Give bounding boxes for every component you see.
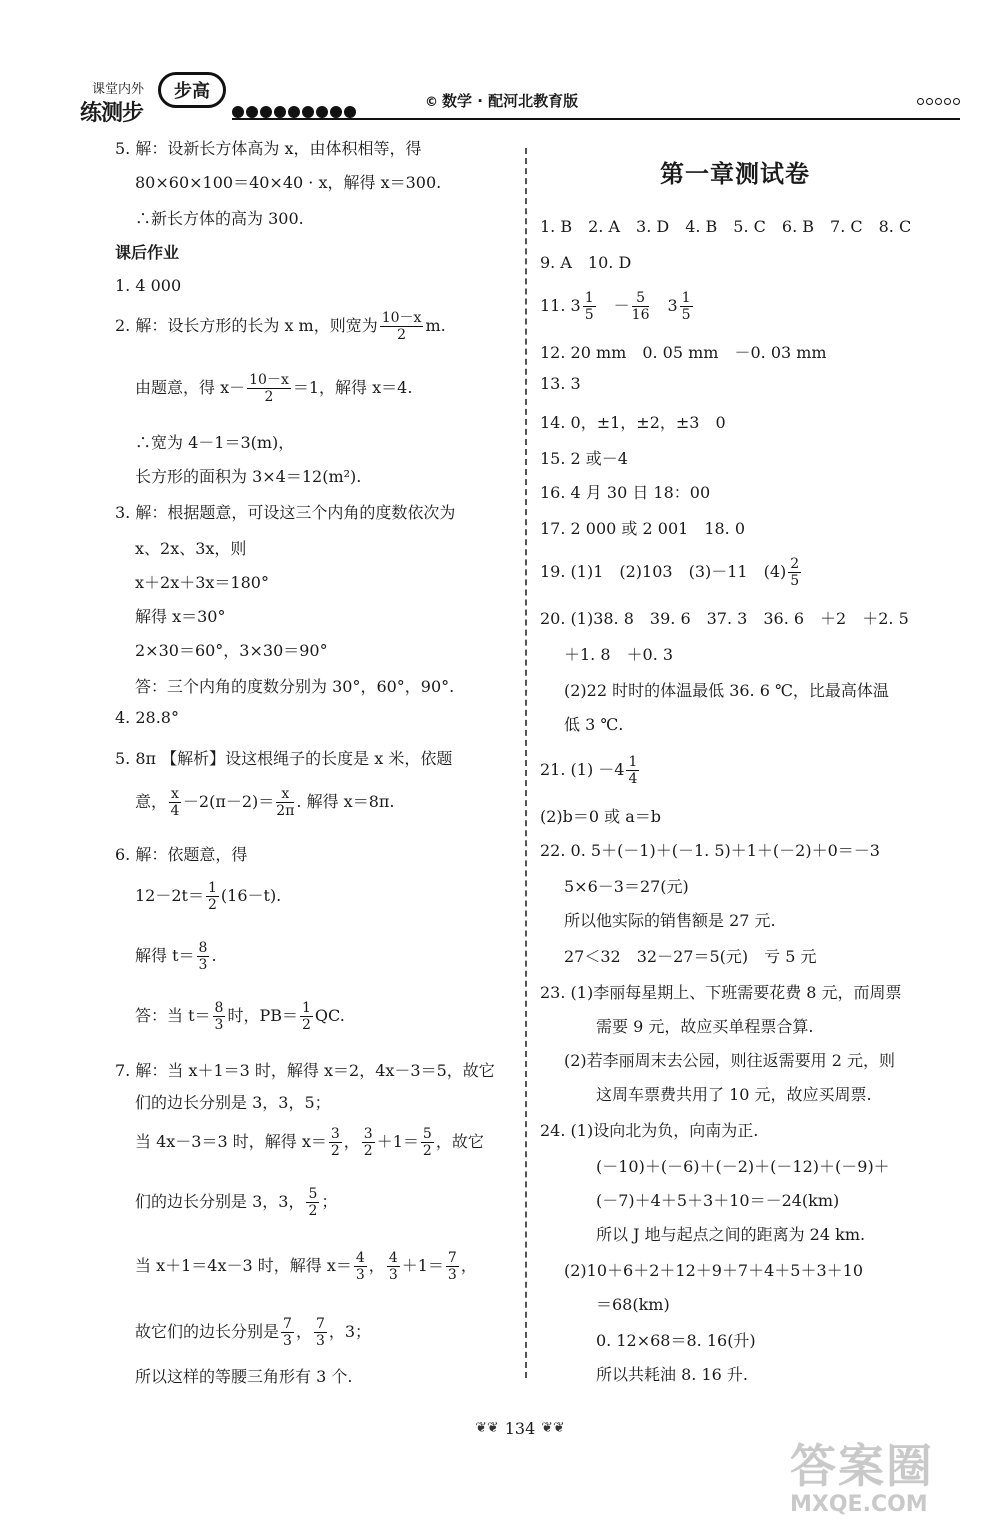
fraction: $\frac{1}{5}$ [681, 290, 691, 323]
fraction: $\frac{7}{3}$ [283, 1316, 292, 1349]
copyright-like-icon: © [425, 95, 438, 110]
fraction: $\frac{1}{4}$ [628, 754, 638, 787]
fraction: $\frac{3}{2}$ [330, 1126, 340, 1159]
answer-line: 15. 2 或－4 [540, 449, 628, 468]
answer-line: ＝68(km) [596, 1295, 670, 1314]
fraction: $\frac{5}{2}$ [308, 1186, 318, 1219]
answer-line: 所以共耗油 8. 16 升. [596, 1365, 748, 1384]
answer-line: 20. (1)38. 8 39. 6 37. 3 36. 6 ＋2 ＋2. 5 [540, 609, 909, 628]
answer-line: 5×6－3＝27(元) [564, 877, 689, 896]
answer-line: (2)若李丽周末去公园，则往返需要用 2 元，则 [564, 1051, 896, 1070]
answer-line: 答：三个内角的度数分别为 30°，60°，90°. [135, 677, 455, 696]
fraction: $\frac{7}{3}$ [447, 1250, 457, 1283]
answer-line: x、2x、3x，则 [135, 539, 247, 558]
answer-line: 意， $\frac{x}{4}$ －2(π－2)＝ $\frac{x}{2\pi}$ . 解得 x＝8π. [135, 786, 395, 819]
answer-line: 12. 20 mm 0. 05 mm －0. 03 mm [540, 343, 827, 362]
fraction: $\frac{10-x}{2}$ [249, 372, 289, 405]
answer-line: 12－2t＝ $\frac{1}{2}$ (16－t). [135, 880, 282, 913]
answer-line: 13. 3 [540, 374, 581, 393]
answer-line: 们的边长分别是 3，3， $\frac{5}{2}$ ； [135, 1186, 338, 1219]
brand-badge: 步高 [158, 72, 226, 108]
answer-line: 所以 J 地与起点之间的距离为 24 km. [596, 1225, 866, 1244]
column-divider [525, 148, 527, 1378]
page-footer [440, 1412, 600, 1444]
answer-line: ∴新长方体的高为 300. [135, 209, 304, 228]
fraction: $\frac{4}{3}$ [388, 1250, 398, 1283]
answer-line: 所以他实际的销售额是 27 元. [564, 911, 776, 930]
answer-line: 27＜32 32－27＝5(元) 亏 5 元 [564, 947, 817, 966]
answer-line: (－10)＋(－6)＋(－2)＋(－12)＋(－9)＋ [596, 1157, 890, 1176]
header-title [425, 90, 578, 111]
answer-line: 23. (1)李丽每星期上、下班需要花费 8 元，而周票 [540, 983, 902, 1002]
answer-line: 这周车票费共用了 10 元，故应买周票. [596, 1085, 872, 1104]
watermark-logo [790, 1430, 990, 1515]
answer-line: (2)22 时时的体温最低 36. 6 ℃，比最高体温 [564, 681, 889, 700]
answer-line: 2×30＝60°，3×30＝90° [135, 641, 328, 660]
answer-line: 2. 解：设长方形的长为 x m，则宽为 $\frac{10-x}{2}$ m. [115, 310, 446, 343]
chapter-title: 第一章测试卷 [660, 160, 810, 188]
answer-line: 17. 2 000 或 2 001 18. 0 [540, 519, 746, 538]
fraction: $\frac{5}{2}$ [422, 1126, 432, 1159]
fraction: $\frac{5}{16}$ [631, 290, 650, 323]
section-heading: 课后作业 [115, 243, 180, 262]
answer-line: 需要 9 元，故应买单程票合算. [596, 1017, 814, 1036]
fraction: $\frac{1}{2}$ [301, 1000, 311, 1033]
brand-logo-text: 练测步 [80, 101, 144, 126]
answer-line: x＋2x＋3x＝180° [135, 573, 269, 592]
answer-line: 解得 x＝30° [135, 607, 226, 626]
answer-line: 16. 4 月 30 日 18：00 [540, 483, 711, 502]
brand-small-text: 课堂内外 [92, 82, 145, 97]
answer-line: 由题意，得 x－ $\frac{10-x}{2}$ ＝1，解得 x＝4. [135, 372, 413, 405]
answer-line: 答：当 t＝ $\frac{8}{3}$ 时，PB＝ $\frac{1}{2}$ QC. [135, 1000, 345, 1033]
answer-line: 5. 解：设新长方体高为 x，由体积相等，得 [115, 139, 422, 158]
answer-line: (2)b＝0 或 a＝b [540, 807, 662, 826]
answer-line: 1. 4 000 [115, 276, 182, 295]
answer-line: 7. 解：当 x＋1＝3 时，解得 x＝2，4x－3＝5，故它 [115, 1061, 495, 1080]
answer-line: ∴宽为 4－1＝3(m)， [135, 433, 295, 452]
fraction: $\frac{10-x}{2}$ [381, 310, 422, 343]
answer-line: 解得 t＝ $\frac{8}{3}$ . [135, 940, 217, 973]
answer-line: 当 x＋1＝4x－3 时，解得 x＝ $\frac{4}{3}$ ， $\frac{4}{3}$ ＋1＝ $\frac{7}{3}$ ， [135, 1250, 477, 1283]
answer-line: 所以这样的等腰三角形有 3 个. [135, 1367, 353, 1386]
answer-line: 长方形的面积为 3×4＝12(m²). [135, 467, 362, 486]
answer-line: 4. 28.8° [115, 708, 179, 727]
watermark-text: 答案圈 [790, 1439, 934, 1493]
answer-line: 故它们的边长分别是 $\frac{7}{3}$ ， $\frac{7}{3}$ ，3； [135, 1316, 372, 1349]
fraction: $\frac{4}{3}$ [355, 1250, 365, 1283]
answer-line: 5. 8π 【解析】设这根绳子的长度是 x 米，依题 [115, 749, 453, 768]
right-ornament-icon: ❦❦ [541, 1420, 565, 1436]
answer-line: 14. 0，±1，±2，±3 0 [540, 413, 726, 432]
page-number: 134 [504, 1418, 536, 1438]
answer-line: 当 4x－3＝3 时，解得 x＝ $\frac{3}{2}$ ， $\frac{3}{2}$ ＋1＝ $\frac{5}{2}$ ，故它 [135, 1126, 484, 1159]
answer-line: 21. (1) －4 $\frac{1}{4}$ [540, 754, 638, 787]
answer-line: 6. 解：依题意，得 [115, 845, 248, 864]
answer-line: 22. 0. 5＋(－1)＋(－1. 5)＋1＋(－2)＋0＝－3 [540, 841, 880, 860]
answer-line: 80×60×100＝40×40 · x，解得 x＝300. [135, 173, 442, 192]
answer-line: 低 3 ℃. [564, 715, 624, 734]
answer-line: 们的边长分别是 3，3，5； [135, 1093, 331, 1112]
answer-line: (2)10＋6＋2＋12＋9＋7＋4＋5＋3＋10 [564, 1261, 864, 1280]
fraction: $\frac{3}{2}$ [363, 1126, 373, 1159]
fraction: $\frac{1}{2}$ [207, 880, 217, 913]
answer-line: 24. (1)设向北为负，向南为正. [540, 1121, 759, 1140]
watermark-url: MXQE.COM [790, 1492, 928, 1517]
answer-line: 1. B 2. A 3. D 4. B 5. C 6. B 7. C 8. C [540, 217, 912, 236]
fraction: $\frac{8}{3}$ [198, 940, 208, 973]
answer-line: 11. 3 $\frac{1}{5}$ － $\frac{5}{16}$ 3 $\frac{1}{5}$ [540, 290, 691, 323]
answer-line: ＋1. 8 ＋0. 3 [564, 645, 674, 664]
answer-line: 19. (1)1 (2)103 (3)－11 (4) $\frac{2}{5}$ [540, 556, 800, 589]
answer-line: 9. A 10. D [540, 253, 632, 272]
fraction: $\frac{7}{3}$ [315, 1316, 325, 1349]
answer-line: 0. 12×68＝8. 16(升) [596, 1331, 756, 1350]
fraction: $\frac{x}{2\pi}$ [276, 786, 295, 819]
left-ornament-icon: ❦❦ [475, 1420, 499, 1436]
header-title-text: 数学 · 配河北教育版 [442, 92, 579, 110]
fraction: $\frac{8}{3}$ [214, 1000, 224, 1033]
fraction: $\frac{x}{4}$ [170, 786, 180, 819]
header-dots [232, 106, 356, 118]
header-rule [232, 118, 960, 120]
answer-line: (－7)＋4＋5＋3＋10＝－24(km) [596, 1191, 840, 1210]
header-circle-decoration [917, 98, 960, 105]
fraction: $\frac{1}{5}$ [584, 290, 594, 323]
answer-line: 3. 解：根据题意，可设这三个内角的度数依次为 [115, 503, 456, 522]
fraction: $\frac{2}{5}$ [790, 556, 800, 589]
page-header [80, 72, 960, 132]
